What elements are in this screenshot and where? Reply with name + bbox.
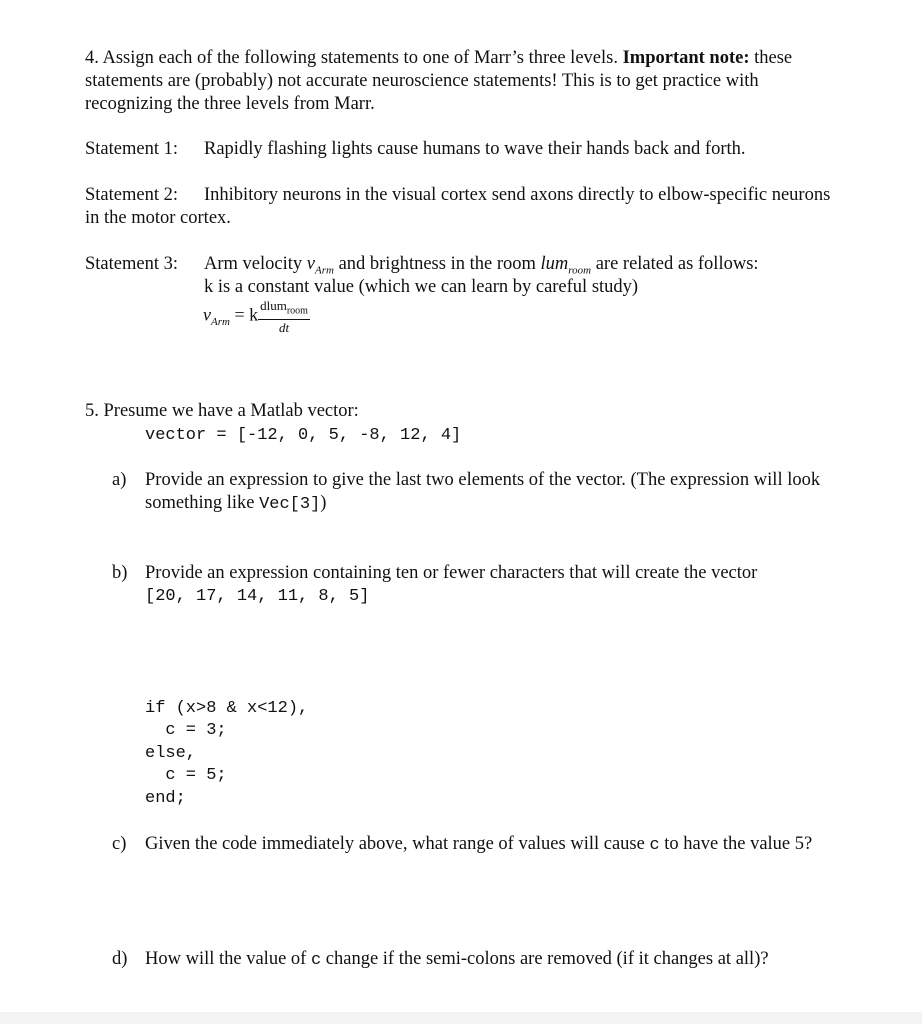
statement-1-label: Statement 1: <box>85 139 178 159</box>
part-c-label: c) <box>112 834 127 854</box>
part-a-end: ) <box>320 493 327 513</box>
formula-numerator <box>258 298 310 320</box>
lum-subscript: room <box>568 264 592 277</box>
statement-3-label: Statement 3: <box>85 254 178 274</box>
part-d-text <box>145 948 845 972</box>
part-b-label: b) <box>112 563 128 583</box>
formula-num-text: dlum <box>260 298 287 313</box>
part-d-body-b: change if the semi-colons are removed (if it changes at all)? <box>321 949 769 969</box>
code-line-5: end; <box>145 789 186 808</box>
code-line-2: c = 3; <box>145 721 227 740</box>
statement-3-text-a: Arm velocity <box>204 254 307 274</box>
q4-intro-start: 4. Assign each of the following statements to one of Marr’s three levels. <box>85 48 623 68</box>
part-d-body-a: How will the value of <box>145 949 311 969</box>
page-bottom-edge <box>0 1012 922 1024</box>
v-variable: v <box>306 254 315 274</box>
statement-1 <box>85 138 845 161</box>
statement-3-text-c: are related as follows: <box>591 254 759 274</box>
v-subscript: Arm <box>314 264 334 277</box>
formula-lhs: v <box>203 304 211 325</box>
part-b-text: Provide an expression containing ten or fewer characters that will create the vector <box>145 563 758 583</box>
part-b-code: [20, 17, 14, 11, 8, 5] <box>145 587 370 606</box>
statement-1-text: Rapidly flashing lights cause humans to wave their hands back and forth. <box>204 139 746 159</box>
velocity-formula <box>203 298 310 335</box>
part-c-body-a: Given the code immediately above, what range of values will cause <box>145 834 650 854</box>
statement-2 <box>85 184 845 230</box>
q4-intro-end: these statements are (probably) not accurate neuroscience statements! This is to get practice with recognizing the three levels from Marr. <box>85 48 793 114</box>
code-line-1: if (x>8 & x<12), <box>145 699 309 718</box>
part-a-body: Provide an expression to give the last two elements of the vector. (The expression will look something like <box>145 470 821 513</box>
part-c-text <box>145 833 845 857</box>
lum-variable: lum <box>540 254 569 274</box>
part-a-text <box>145 469 845 516</box>
q5-intro: 5. Presume we have a Matlab vector: <box>85 401 359 421</box>
code-line-4: c = 5; <box>145 766 227 785</box>
part-d-code: c <box>310 951 322 970</box>
part-a-label: a) <box>112 470 127 490</box>
part-c-code: c <box>649 836 660 855</box>
formula-equals: = k <box>234 304 259 325</box>
part-d-label: d) <box>112 949 128 969</box>
statement-2-text: Inhibitory neurons in the visual cortex send axons directly to elbow-specific neurons in the motor cortex. <box>85 185 831 228</box>
part-a-code: Vec[3] <box>259 495 321 514</box>
formula-lhs-sub: Arm <box>211 316 230 329</box>
q4-intro <box>85 47 845 116</box>
formula-denominator: dt <box>278 319 290 335</box>
code-line-3: else, <box>145 744 197 763</box>
formula-fraction <box>258 298 310 335</box>
statement-3-line2: k is a constant value (which we can learn by careful study) <box>204 277 639 297</box>
statement-3-text-b: and brightness in the room <box>333 254 541 274</box>
part-c-body-b: to have the value 5? <box>659 834 813 854</box>
formula-num-sub: room <box>286 305 308 317</box>
q4-intro-bold: Important note: <box>622 48 750 68</box>
statement-2-label: Statement 2: <box>85 185 178 205</box>
vector-code: vector = [-12, 0, 5, -8, 12, 4] <box>145 426 462 445</box>
